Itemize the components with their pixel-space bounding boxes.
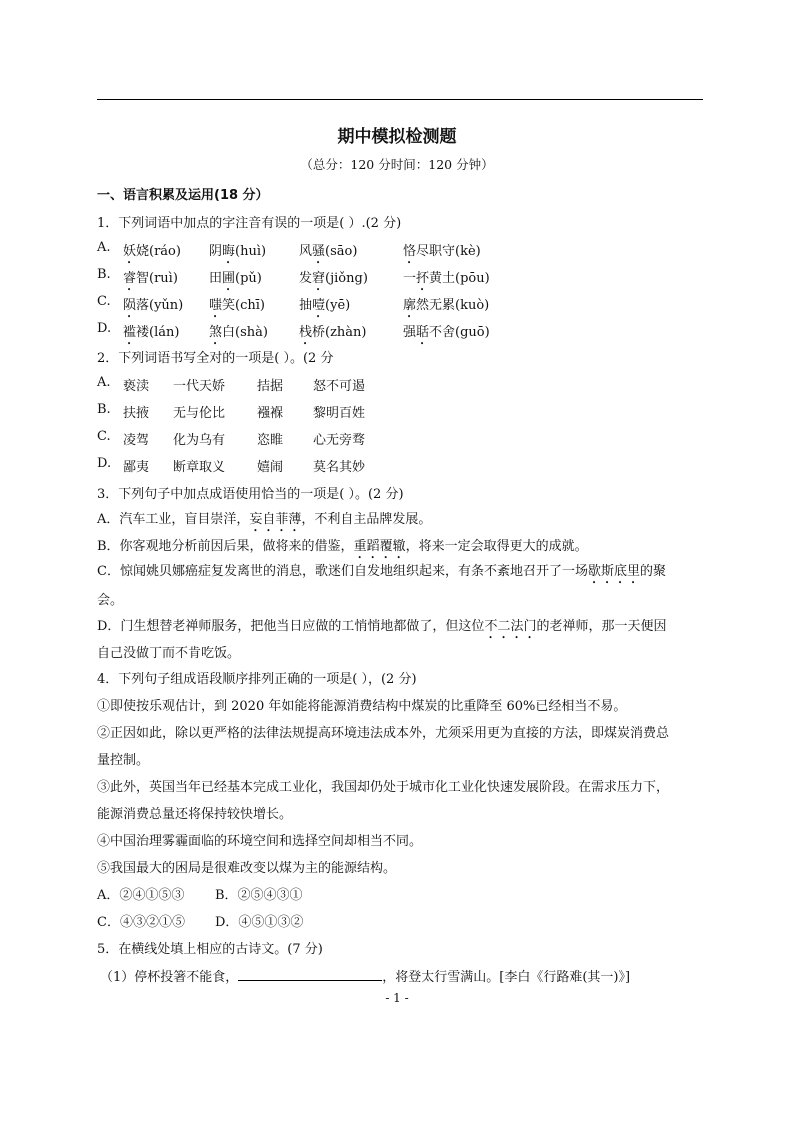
- q4-sentence-3: ③此外，英国当年已经基本完成工业化，我国却仍处于城市化工业化快速发展阶段。在需求压力下，: [97, 780, 670, 795]
- q4-sentence-5: ⑤我国最大的困局是很难改变以煤为主的能源结构。: [97, 861, 397, 876]
- q1-option-term: 妖娆(ráo): [123, 244, 181, 259]
- dotted-char: 抔: [416, 271, 430, 286]
- q1-option-term: 嗤笑(chī): [209, 298, 265, 313]
- page-title: 期中模拟检测题: [337, 127, 457, 147]
- q2-option-term: 化为乌有: [173, 433, 226, 448]
- dotted-char: 褴: [123, 325, 137, 340]
- q2-option-label: C.: [97, 429, 111, 444]
- page-number: - 1 -: [385, 991, 409, 1005]
- q2-option-term: 怒不可遏: [313, 379, 366, 394]
- q3-c-idiom: 歇斯底里: [587, 564, 640, 579]
- page-subtitle: （总分：120 分时间：120 分钟）: [300, 157, 494, 172]
- q1-stem: 1．下列词语中加点的字注音有误的一项是( ）.(2 分): [97, 216, 402, 231]
- dotted-char: 栈: [299, 325, 313, 340]
- q1-option-term: 褴褛(lán): [123, 325, 180, 340]
- q2-option-term: 亵渎: [123, 379, 150, 394]
- q4-option-c: C．④③②①⑤: [97, 915, 185, 930]
- q2-option-label: B.: [97, 402, 111, 417]
- q2-option-label: A.: [97, 375, 111, 390]
- q1-option-term: 一抔黄土(pōu): [403, 271, 490, 286]
- q1-option-term: 睿智(ruì): [123, 271, 178, 286]
- dotted-char: 陨: [123, 298, 137, 313]
- q1-option-label: B.: [97, 267, 111, 282]
- dotted-char: 窘: [312, 271, 326, 286]
- q2-option-term: 一代天娇: [173, 379, 226, 394]
- q3-a-idiom: 妄自菲薄: [249, 512, 302, 527]
- q2-option-term: 黎明百姓: [313, 406, 366, 421]
- q1-option-term: 煞白(shà): [209, 325, 268, 340]
- dotted-char: 噎: [312, 298, 326, 313]
- q2-option-term: 心无旁骛: [313, 433, 366, 448]
- dotted-char: 煞: [209, 325, 223, 340]
- dotted-char: 妖: [123, 244, 137, 259]
- dotted-char: 廓: [403, 298, 417, 313]
- q2-option-label: D.: [97, 456, 112, 471]
- q2-option-term: 嬉闹: [257, 460, 284, 475]
- q1-option-term: 发窘(jiǒng): [299, 271, 368, 286]
- q5-blank-1[interactable]: [238, 968, 382, 981]
- q3-option-c: C．惊闻姚贝娜癌症复发离世的消息，歌迷们自发地组织起来，有条不紊地召开了一场歇斯底里的聚: [97, 564, 666, 579]
- q1-option-term: 阴晦(huì): [209, 244, 267, 259]
- q1-option-term: 抽噎(yē): [299, 298, 351, 313]
- q2-option-term: 无与伦比: [173, 406, 226, 421]
- q1-option-term: 栈桥(zhàn): [299, 325, 367, 340]
- q1-option-term: 恪尽职守(kè): [403, 244, 481, 259]
- dotted-char: 骚: [312, 244, 326, 259]
- q1-option-term: 风骚(sāo): [299, 244, 358, 259]
- q1-option-term: 廓然无累(kuò): [403, 298, 490, 313]
- q2-option-term: 断章取义: [173, 460, 226, 475]
- q4-option-d: D．④⑤①③②: [215, 915, 304, 930]
- q5-stem: 5．在横线处填上相应的古诗文。(7 分): [97, 942, 323, 957]
- dotted-char: 圃: [222, 271, 236, 286]
- q3-option-d: D．门生想替老禅师服务，把他当日应做的工悄悄地都做了，但这位不二法门的老禅师，那一天便因: [97, 619, 667, 634]
- q3-option-a: A．汽车工业，盲目崇洋，妄自菲薄，不利自主品牌发展。: [97, 512, 432, 527]
- q4-stem: 4．下列句子组成语段顺序排列正确的一项是( ），(2 分): [97, 672, 417, 687]
- q3-option-d-cont: 自己没做丁而不肯吃饭。: [97, 646, 241, 661]
- q3-option-b: B．你客观地分析前因后果，做将来的借鉴，重蹈覆辙，将来一定会取得更大的成就。: [97, 539, 588, 554]
- q5-line-1: （1）停杯投箸不能食， ，将登太行雪满山。[李白《行路难(其一)》]: [100, 970, 631, 985]
- q2-option-term: 鄙夷: [123, 460, 150, 475]
- q3-d-idiom: 不二法门: [484, 619, 537, 634]
- q3-b-idiom: 重蹈覆辙: [353, 539, 406, 554]
- q2-option-term: 凌驾: [123, 433, 150, 448]
- q2-option-term: 莫名其妙: [313, 460, 366, 475]
- q4-option-a: A．②④①⑤③: [97, 888, 185, 903]
- q2-option-term: 拮据: [257, 379, 284, 394]
- q2-option-term: 扶掖: [123, 406, 150, 421]
- q3-option-c-cont: 会。: [97, 593, 124, 608]
- q1-option-term: 强聒不舍(guō): [403, 325, 490, 340]
- q4-sentence-2-cont: 量控制。: [97, 753, 150, 768]
- q1-option-label: C.: [97, 294, 111, 309]
- q4-sentence-3-cont: 能源消费总量还将保持较快增长。: [97, 807, 293, 822]
- dotted-char: 晦: [222, 244, 236, 259]
- dotted-char: 睿: [123, 271, 137, 286]
- q4-sentence-2: ②正因如此，除以更严格的法律法规提高环境违法成本外，尤须采用更为直接的方法，即煤炭消费总: [97, 726, 670, 741]
- dotted-char: 恪: [403, 244, 417, 259]
- header-rule: [97, 99, 703, 100]
- q2-stem: 2．下列词语书写全对的一项是( ）。(2 分: [97, 351, 334, 366]
- q1-option-term: 田圃(pǔ): [209, 271, 262, 286]
- q4-sentence-1: ①即使按乐观估计，到 2020 年如能将能源消费结构中煤炭的比重降至 60%已经相当不易。: [97, 699, 627, 714]
- dotted-char: 嗤: [209, 298, 223, 313]
- dotted-char: 聒: [416, 325, 430, 340]
- q1-option-term: 陨落(yǔn): [123, 298, 184, 313]
- q2-option-term: 恣睢: [257, 433, 284, 448]
- q3-stem: 3．下列句子中加点成语使用恰当的一项是( ）。(2 分): [97, 487, 404, 502]
- q1-option-label: D.: [97, 321, 112, 336]
- section-heading: 一、语言积累及运用(18 分）: [97, 188, 269, 203]
- q1-option-label: A.: [97, 240, 111, 255]
- q4-sentence-4: ④中国治理雾霾面临的环境空间和选择空间却相当不同。: [97, 834, 423, 849]
- q4-option-b: B．②⑤④③①: [215, 888, 303, 903]
- q2-option-term: 襁褓: [257, 406, 284, 421]
